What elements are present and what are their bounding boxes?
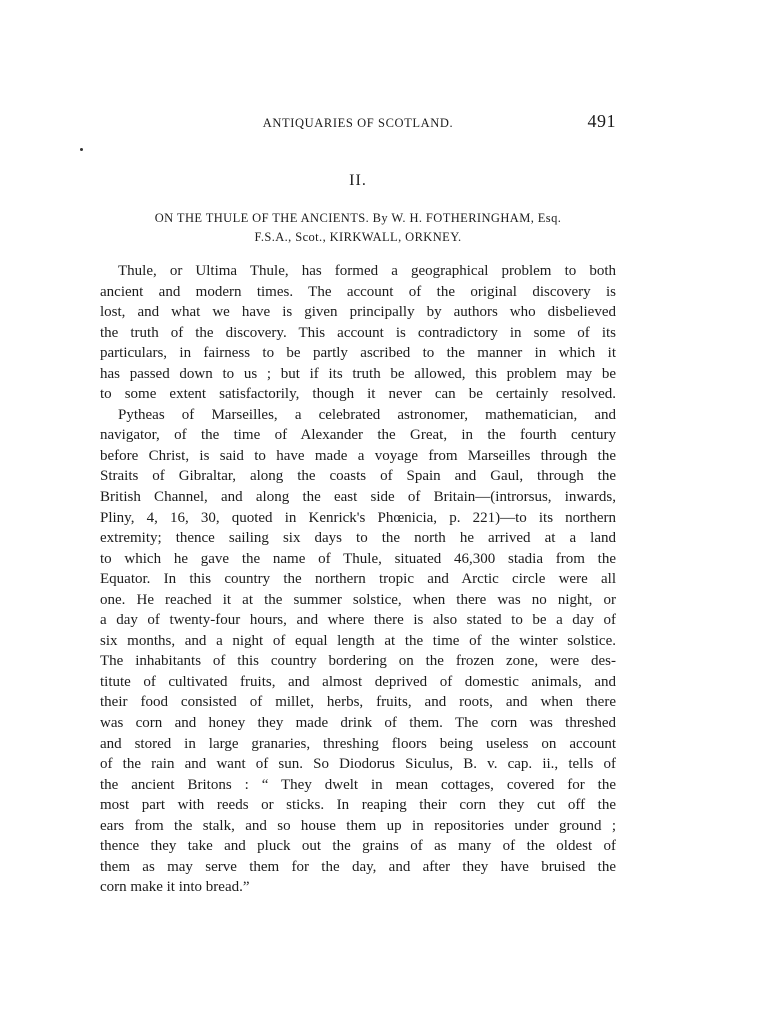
body-text xyxy=(100,261,616,898)
text-line: particulars, in fairness to be partly ascribed to the manner in which it xyxy=(100,345,616,362)
text-line: most part with reeds or sticks. In reaping their corn they cut off the xyxy=(100,797,616,814)
stray-ink-mark xyxy=(80,148,83,151)
text-line: the truth of the discovery. This account is contradictory in some of its xyxy=(100,324,616,341)
text-line: Straits of Gibraltar, along the coasts of Spain and Gaul, through the xyxy=(100,468,616,485)
text-line: and stored in large granaries, threshing floors being useless on account xyxy=(100,735,616,752)
text-line: was corn and honey they made drink of them. The corn was threshed xyxy=(100,715,616,732)
article-title-line: ON THE THULE OF THE ANCIENTS. By W. H. FOTHERINGHAM, Esq. xyxy=(154,211,562,225)
text-line: to which he gave the name of Thule, situated 46,300 stadia from the xyxy=(100,550,616,567)
text-line: their food consisted of millet, herbs, fruits, and roots, and when there xyxy=(100,694,616,711)
article-title xyxy=(100,209,616,247)
text-line: to some extent satisfactorily, though it never can be certainly resolved. xyxy=(100,386,616,403)
section-numeral: II. xyxy=(349,172,367,189)
text-line: Equator. In this country the northern tropic and Arctic circle were all xyxy=(100,571,616,588)
text-line: six months, and a night of equal length at the time of the winter solstice. xyxy=(100,632,616,649)
running-head xyxy=(100,112,616,136)
text-line: lost, and what we have is given principally by authors who disbelieved xyxy=(100,304,616,321)
text-line: Thule, or Ultima Thule, has formed a geographical problem to both xyxy=(118,263,616,279)
article-title-line: F.S.A., Scot., KIRKWALL, ORKNEY. xyxy=(254,230,462,244)
text-line: thence they take and pluck out the grains of as many of the oldest of xyxy=(100,838,616,855)
text-line: the ancient Britons : “ They dwelt in mean cottages, covered for the xyxy=(100,776,616,793)
paragraph xyxy=(100,405,616,898)
text-line: has passed down to us ; but if its truth be allowed, this problem may be xyxy=(100,365,616,382)
text-line: before Christ, is said to have made a voyage from Marseilles through the xyxy=(100,447,616,464)
text-line: Pytheas of Marseilles, a celebrated astronomer, mathematician, and xyxy=(118,406,616,423)
text-line: extremity; thence sailing six days to the north he arrived at a land xyxy=(100,530,616,547)
text-line: a day of twenty-four hours, and where there is also stated to be a day of xyxy=(100,612,616,629)
page-number: 491 xyxy=(587,111,616,131)
text-line: ancient and modern times. The account of the original discovery is xyxy=(100,283,616,300)
text-line: navigator, of the time of Alexander the Great, in the fourth century xyxy=(100,427,616,444)
text-line: them as may serve them for the day, and after they have bruised the xyxy=(100,858,616,875)
text-line: one. He reached it at the summer solstice, when there was no night, or xyxy=(100,591,616,608)
paragraph xyxy=(100,261,616,405)
text-line: titute of cultivated fruits, and almost deprived of domestic animals, and xyxy=(100,673,616,690)
text-line: ears from the stalk, and so house them up in repositories under ground ; xyxy=(100,817,616,834)
text-line: corn make it into bread.” xyxy=(100,879,250,896)
text-line: British Channel, and along the east side of Britain—(introrsus, inwards, xyxy=(100,489,616,506)
text-line: The inhabitants of this country bordering on the frozen zone, were des- xyxy=(100,653,616,670)
text-line: of the rain and want of sun. So Diodorus Siculus, B. v. cap. ii., tells of xyxy=(100,756,616,773)
text-line: Pliny, 4, 16, 30, quoted in Kenrick's Phœnicia, p. 221)—to its northern xyxy=(100,509,616,526)
running-title: ANTIQUARIES OF SCOTLAND. xyxy=(262,116,454,130)
